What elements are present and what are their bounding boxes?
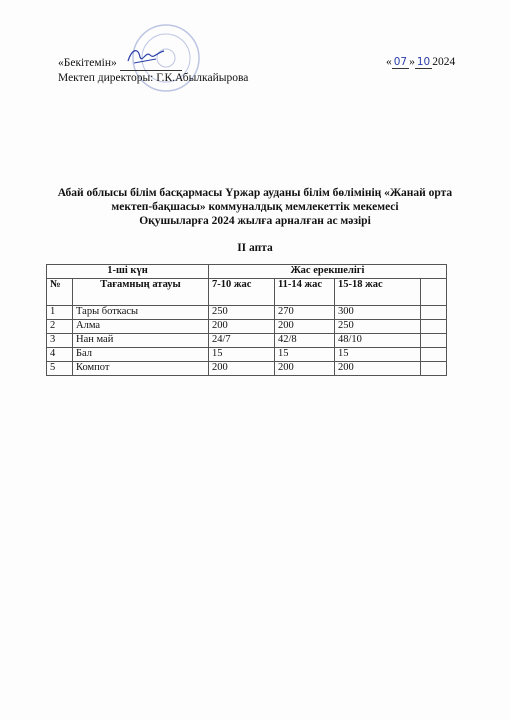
col-age1-header: 7-10 жас xyxy=(209,279,275,306)
row-empty xyxy=(421,362,447,376)
empty-header-cell xyxy=(421,279,447,306)
row-food: Нан май xyxy=(73,334,209,348)
table-row xyxy=(47,334,447,348)
age-group-label: Жас ерекшелігі xyxy=(209,265,447,279)
row-food: Алма xyxy=(73,320,209,334)
date-day: 07 xyxy=(393,56,408,68)
row-empty xyxy=(421,306,447,320)
row-age2: 15 xyxy=(275,348,335,362)
row-no: 1 xyxy=(47,306,73,320)
row-food: Бал xyxy=(73,348,209,362)
menu-table xyxy=(46,264,447,376)
row-age1: 200 xyxy=(209,320,275,334)
row-no: 4 xyxy=(47,348,73,362)
row-no: 3 xyxy=(47,334,73,348)
signature xyxy=(120,57,182,71)
row-age1: 250 xyxy=(209,306,275,320)
col-age3-header: 15-18 жас xyxy=(335,279,421,306)
row-no: 5 xyxy=(47,362,73,376)
date-year: 2024 xyxy=(432,56,456,68)
row-age3: 250 xyxy=(335,320,421,334)
row-age3: 200 xyxy=(335,362,421,376)
col-food-header: Тағамның атауы xyxy=(73,279,209,306)
heading-line-2: мектеп-бақшасы» коммуналдық мемлекеттік мекемесі xyxy=(111,201,399,213)
week-label: II апта xyxy=(237,242,273,254)
row-age1: 24/7 xyxy=(209,334,275,348)
row-age2: 42/8 xyxy=(275,334,335,348)
heading-line-1: Абай облысы білім басқармасы Үржар ауданы білім бөлімінің «Жанай орта xyxy=(57,187,453,199)
row-no: 2 xyxy=(47,320,73,334)
approved-label: «Бекітемін» xyxy=(58,57,117,69)
table-row xyxy=(47,362,447,376)
col-no-header: № xyxy=(47,279,73,306)
heading-line-3: Оқушыларға 2024 жылға арналған ас мәзірі xyxy=(139,215,371,227)
signature-icon xyxy=(126,45,166,67)
row-age1: 15 xyxy=(209,348,275,362)
row-food: Компот xyxy=(73,362,209,376)
row-empty xyxy=(421,348,447,362)
table-row xyxy=(47,320,447,334)
row-age3: 300 xyxy=(335,306,421,320)
row-age3: 48/10 xyxy=(335,334,421,348)
row-age2: 200 xyxy=(275,320,335,334)
approval-date xyxy=(386,56,455,68)
col-age2-header: 11-14 жас xyxy=(275,279,335,306)
row-empty xyxy=(421,334,447,348)
table-header-row-1 xyxy=(47,265,447,279)
row-age3: 15 xyxy=(335,348,421,362)
document-heading xyxy=(20,186,490,228)
table-header-row-2 xyxy=(47,279,447,306)
row-empty xyxy=(421,320,447,334)
date-close-quote: » xyxy=(409,56,415,68)
row-age2: 200 xyxy=(275,362,335,376)
row-age2: 270 xyxy=(275,306,335,320)
date-open-quote: « xyxy=(386,56,392,68)
day-label: 1-ші күн xyxy=(47,265,209,279)
table-row xyxy=(47,306,447,320)
date-month: 10 xyxy=(416,56,431,68)
table-row xyxy=(47,348,447,362)
row-food: Тары боткасы xyxy=(73,306,209,320)
director-line: Мектеп директоры: Г.К.Абылкайырова xyxy=(58,72,249,84)
row-age1: 200 xyxy=(209,362,275,376)
approval-block xyxy=(58,56,248,86)
